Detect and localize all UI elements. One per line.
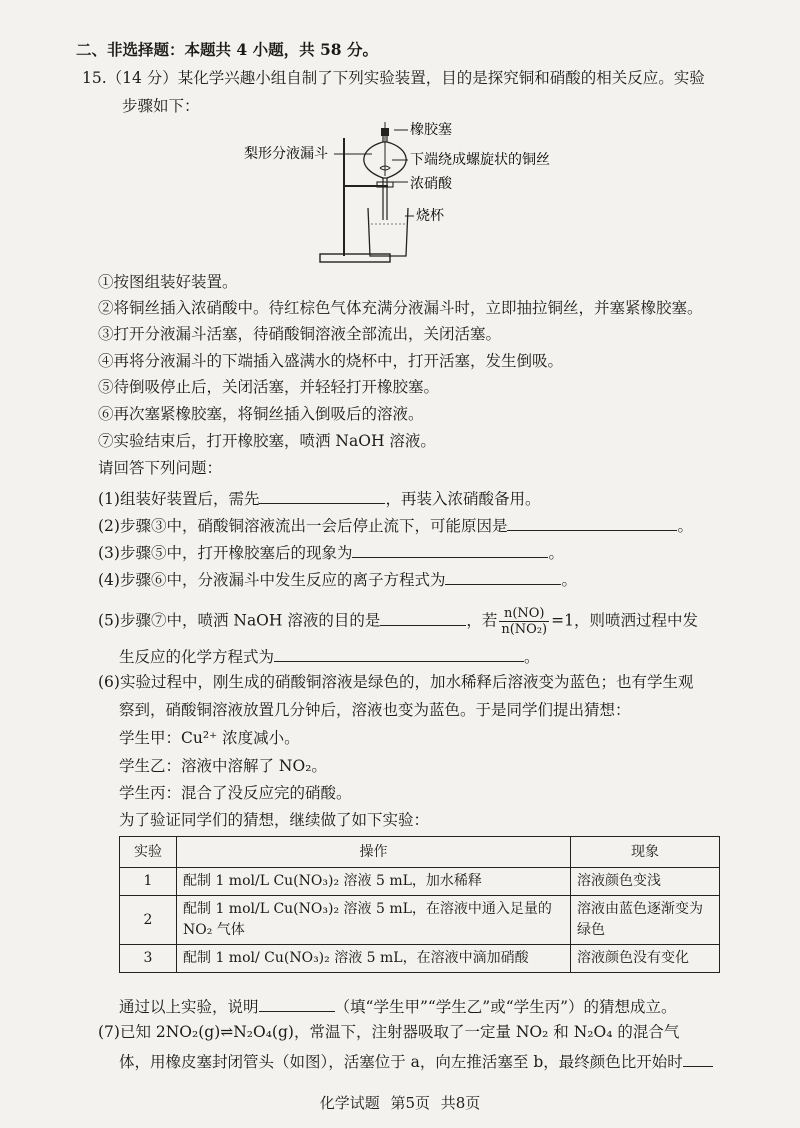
header-experiment: 实验 [120,837,177,868]
cell-experiment-id: 2 [120,896,177,945]
subq-5-line2-post: 。 [524,648,540,666]
table-row [120,945,720,973]
subq-7-line2 [119,1050,713,1072]
subq-4-pre: (4)步骤⑥中，分液漏斗中发生反应的离子方程式为 [98,571,446,589]
subq-1-post: ，再装入浓硝酸备用。 [385,490,541,508]
answer-blank-7[interactable] [683,1050,713,1067]
subq-7-line1: (7)已知 2NO₂(g)⇌N₂O₄(g)，常温下，注射器吸取了一定量 NO₂ 和 N₂O₄ 的混合气 [98,1023,680,1041]
beaker [368,208,408,256]
step-2: ②将铜丝插入浓硝酸中。待红棕色气体充满分液漏斗时，立即抽拉铜丝，并塞紧橡胶塞。 [98,299,703,317]
step-4: ④再将分液漏斗的下端插入盛满水的烧杯中，打开活塞，发生倒吸。 [98,352,564,370]
subq-6-line2: 察到，硝酸铜溶液放置几分钟后，溶液也变为蓝色。于是同学们提出猜想： [119,701,631,719]
table-row [120,896,720,945]
answer-blank-5a[interactable] [380,609,466,626]
label-nitric-acid: 浓硝酸 [410,176,452,192]
subq-6-line1: (6)实验过程中，刚生成的硝酸铜溶液是绿色的，加水稀释后溶液变为蓝色；也有学生观 [98,673,694,691]
answer-blank-4[interactable] [445,568,561,585]
answer-blank-6[interactable] [259,995,335,1012]
step-3: ③打开分液漏斗活塞，待硝酸铜溶液全部流出，关闭活塞。 [98,325,502,343]
subq-2 [98,514,693,536]
answer-blank-1[interactable] [259,487,385,504]
step-5: ⑤待倒吸停止后，关闭活塞，并轻轻打开橡胶塞。 [98,378,440,396]
fraction-numerator: n(NO) [499,606,549,622]
conclusion-pre: 通过以上实验，说明 [119,998,259,1016]
subq-4 [98,568,577,590]
header-phenomenon: 现象 [571,837,720,868]
fraction-denominator: n(NO₂) [501,622,548,637]
subq-5-pre: (5)步骤⑦中，喷洒 NaOH 溶液的目的是 [98,611,381,630]
label-beaker: 烧杯 [416,208,444,224]
cell-experiment-id: 1 [120,868,177,896]
answer-blank-2[interactable] [507,514,677,531]
cell-phenomenon: 溶液颜色变浅 [571,868,720,896]
cell-operation: 配制 1 mol/L Cu(NO₃)₂ 溶液 5 mL，加水稀释 [177,868,571,896]
verify-intro: 为了验证同学们的猜想，继续做了如下实验： [119,811,430,829]
page-footer: 化学试题 第5页 共8页 [319,1094,481,1112]
student-b-hypothesis: 学生乙：溶液中溶解了 NO₂。 [119,757,327,775]
answer-blank-3[interactable] [352,541,548,558]
table-header-row [120,837,720,868]
experiment-table [119,836,720,973]
step-6: ⑥再次塞紧橡胶塞，将铜丝插入倒吸后的溶液。 [98,405,424,423]
label-funnel: 梨形分液漏斗 [244,146,328,162]
subq-5 [98,606,698,637]
stand-base [320,254,390,262]
subq-1 [98,487,540,509]
prompt: 请回答下列问题： [98,459,223,477]
conclusion-post: （填“学生甲”“学生乙”或“学生丙”）的猜想成立。 [334,998,677,1016]
label-stopper: 橡胶塞 [410,122,452,138]
subq-1-pre: (1)组装好装置后，需先 [98,490,260,508]
cell-operation: 配制 1 mol/ Cu(NO₃)₂ 溶液 5 mL，在溶液中滴加硝酸 [177,945,571,973]
subq-4-post: 。 [561,571,577,589]
subq-3-post: 。 [548,544,564,562]
subq-2-post: 。 [677,517,693,535]
answer-blank-5b[interactable] [274,645,524,662]
subq-5-line2-pre: 生反应的化学方程式为 [119,648,275,666]
subq-7-line2-text: 体，用橡皮塞封闭管头（如图），活塞位于 a，向左推活塞至 b，最终颜色比开始时 [119,1053,683,1071]
subq-5-mid: ，若 [466,611,498,630]
step-1: ①按图组装好装置。 [98,273,238,291]
apparatus-diagram [240,116,570,266]
student-c-hypothesis: 学生丙：混合了没反应完的硝酸。 [119,784,352,802]
section-header: 二、非选择题：本题共 4 小题，共 58 分。 [76,40,378,59]
subq-3-pre: (3)步骤⑤中，打开橡胶塞后的现象为 [98,544,353,562]
cell-phenomenon: 溶液颜色没有变化 [571,945,720,973]
subq-5-post: =1，则喷洒过程中发 [551,611,698,630]
student-a-hypothesis: 学生甲：Cu²⁺ 浓度减小。 [119,729,300,747]
mole-ratio-fraction [499,606,549,637]
table-row [120,868,720,896]
question-intro-line1: 15.（14 分）某化学兴趣小组自制了下列实验装置，目的是探究铜和硝酸的相关反应。实验 [82,69,705,87]
subq-2-pre: (2)步骤③中，硝酸铜溶液流出一会后停止流下，可能原因是 [98,517,508,535]
question-intro-line2: 步骤如下： [122,97,200,115]
subq-6-conclusion [119,995,677,1017]
cell-phenomenon: 溶液由蓝色逐渐变为绿色 [571,896,720,945]
subq-3 [98,541,564,563]
subq-5-line2 [119,645,540,667]
cell-experiment-id: 3 [120,945,177,973]
cell-operation: 配制 1 mol/L Cu(NO₃)₂ 溶液 5 mL，在溶液中通入足量的 NO₂ 气体 [177,896,571,945]
header-operation: 操作 [177,837,571,868]
label-copper-wire: 下端绕成螺旋状的铜丝 [410,152,550,168]
step-7: ⑦实验结束后，打开橡胶塞，喷洒 NaOH 溶液。 [98,432,436,450]
